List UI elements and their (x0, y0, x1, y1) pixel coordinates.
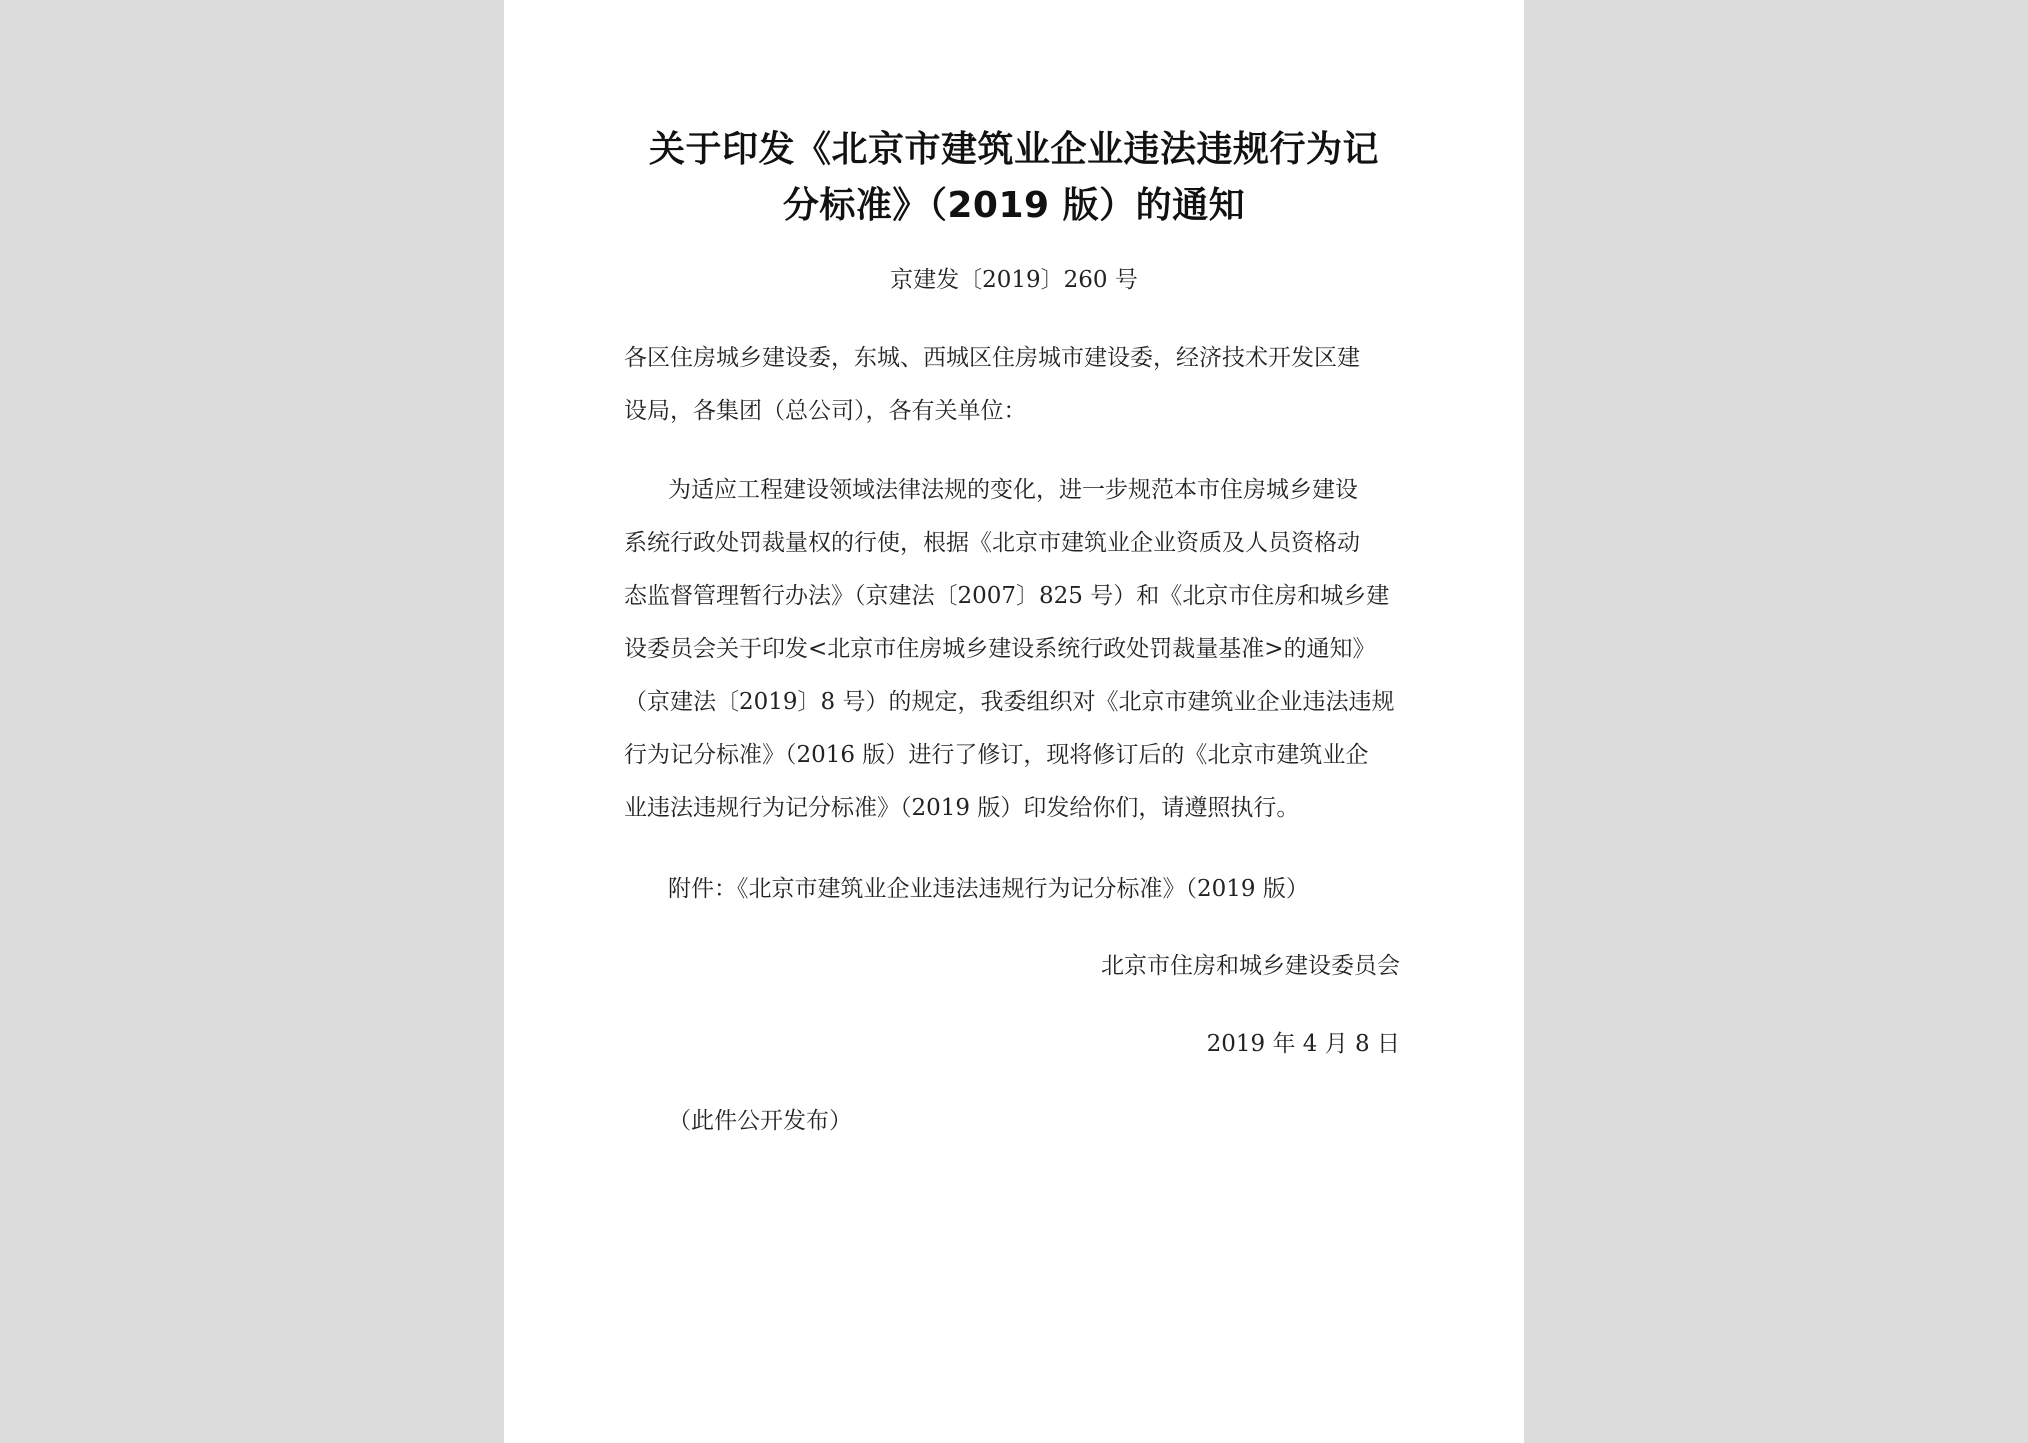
body-line-5: （京建法〔2019〕8 号）的规定，我委组织对《北京市建筑业企业违法违规 (624, 689, 1395, 715)
publication-note: （此件公开发布） (668, 1108, 852, 1134)
document-page (504, 0, 1524, 1443)
issue-date: 2019 年 4 月 8 日 (1206, 1031, 1400, 1057)
recipients-line-1: 各区住房城乡建设委，东城、西城区住房城市建设委，经济技术开发区建 (624, 345, 1360, 371)
recipients-line-2: 设局，各集团（总公司），各有关单位： (624, 398, 1027, 424)
body-line-2: 系统行政处罚裁量权的行使，根据《北京市建筑业企业资质及人员资格动 (624, 530, 1360, 556)
body-line-7: 业违法违规行为记分标准》（2019 版）印发给你们，请遵照执行。 (624, 795, 1300, 821)
body-line-3: 态监督管理暂行办法》（京建法〔2007〕825 号）和《北京市住房和城乡建 (624, 583, 1390, 609)
document-number: 京建发〔2019〕260 号 (890, 267, 1138, 293)
body-line-1: 为适应工程建设领域法律法规的变化，进一步规范本市住房城乡建设 (668, 477, 1358, 503)
document-title-line-2: 分标准》（2019 版）的通知 (782, 185, 1246, 226)
document-title-line-1: 关于印发《北京市建筑业企业违法违规行为记 (648, 129, 1379, 170)
body-line-6: 行为记分标准》（2016 版）进行了修订，现将修订后的《北京市建筑业企 (624, 742, 1369, 768)
attachment-line: 附件：《北京市建筑业企业违法违规行为记分标准》（2019 版） (668, 876, 1309, 902)
body-line-4: 设委员会关于印发<北京市住房城乡建设系统行政处罚裁量基准>的通知》 (624, 636, 1376, 662)
issuer: 北京市住房和城乡建设委员会 (1101, 953, 1400, 979)
